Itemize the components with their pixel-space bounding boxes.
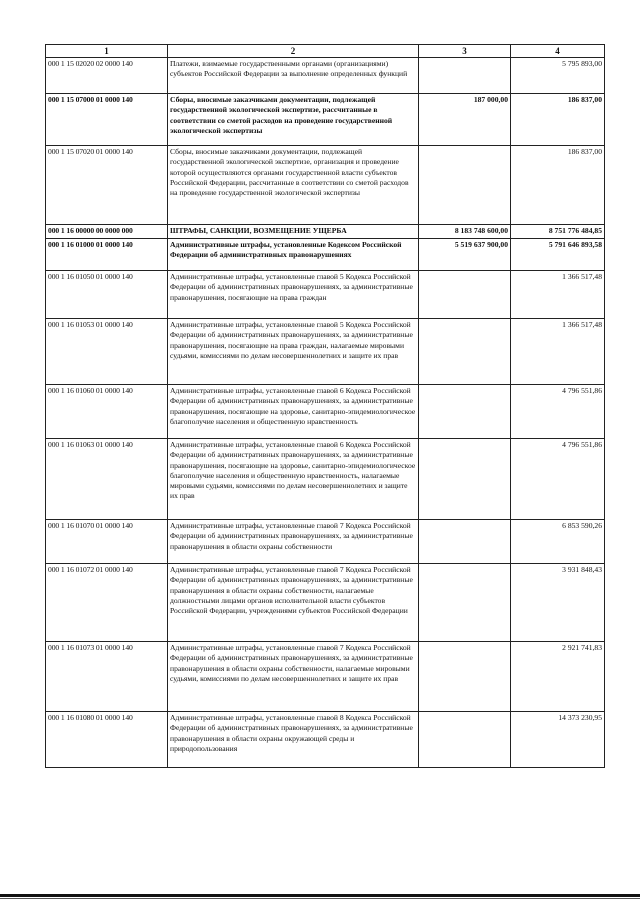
row-fact-cell: 8 751 776 484,85 bbox=[511, 225, 605, 239]
row-code-cell: 000 1 16 01070 01 0000 140 bbox=[46, 520, 168, 564]
row-name-cell: Административные штрафы, установленные главой 7 Кодекса Российской Федерации об административных правонарушениях, за административные правонарушения в области охраны собственности, налагаемые мировыми судьями, комиссиями по делам несовершеннолетних и защите их прав bbox=[168, 642, 419, 712]
header-cell-4: 4 bbox=[511, 45, 605, 58]
row-plan-cell: 8 183 748 600,00 bbox=[419, 225, 511, 239]
row-code-cell: 000 1 15 02020 02 0000 140 bbox=[46, 58, 168, 94]
header-cell-3: 3 bbox=[419, 45, 511, 58]
row-name-cell: Административные штрафы, установленные главой 6 Кодекса Российской Федерации об административных правонарушениях, за административные правонарушения, посягающие на здоровье, санитарно-эпидемиологическое благополучие населения и общественную нравственность, налагаемые мировыми судьями, комиссиями по делам несовершеннолетних и защите их прав bbox=[168, 439, 419, 520]
table-row bbox=[46, 385, 605, 439]
row-name-cell: Административные штрафы, установленные главой 7 Кодекса Российской Федерации об административных правонарушениях, за административные правонарушения в области охраны собственности, налагаемые должностными лицами органов исполнительной власти субъектов Российской Федерации, учреждениями субъектов Российской Федерации bbox=[168, 564, 419, 642]
row-code-cell: 000 1 15 07020 01 0000 140 bbox=[46, 146, 168, 225]
row-plan-cell bbox=[419, 642, 511, 712]
row-plan-cell bbox=[419, 439, 511, 520]
row-fact-cell: 4 796 551,86 bbox=[511, 385, 605, 439]
row-code-cell: 000 1 16 01050 01 0000 140 bbox=[46, 271, 168, 319]
table-row bbox=[46, 712, 605, 768]
row-plan-cell bbox=[419, 564, 511, 642]
table-body bbox=[46, 58, 605, 768]
row-code-cell: 000 1 16 00000 00 0000 000 bbox=[46, 225, 168, 239]
row-code-cell: 000 1 16 01000 01 0000 140 bbox=[46, 239, 168, 271]
row-plan-cell bbox=[419, 520, 511, 564]
row-name-cell: Административные штрафы, установленные главой 5 Кодекса Российской Федерации об административных правонарушениях, за административные правонарушения, посягающие на права граждан bbox=[168, 271, 419, 319]
row-name-cell: ШТРАФЫ, САНКЦИИ, ВОЗМЕЩЕНИЕ УЩЕРБА bbox=[168, 225, 419, 239]
row-plan-cell: 5 519 637 900,00 bbox=[419, 239, 511, 271]
row-code-cell: 000 1 16 01060 01 0000 140 bbox=[46, 385, 168, 439]
table-row bbox=[46, 239, 605, 271]
row-name-cell: Платежи, взимаемые государственными органами (организациями) субъектов Российской Федерации за выполнение определенных функций bbox=[168, 58, 419, 94]
row-name-cell: Административные штрафы, установленные Кодексом Российской Федерации об административных правонарушениях bbox=[168, 239, 419, 271]
row-code-cell: 000 1 15 07000 01 0000 140 bbox=[46, 94, 168, 146]
row-fact-cell: 6 853 590,26 bbox=[511, 520, 605, 564]
row-name-cell: Административные штрафы, установленные главой 8 Кодекса Российской Федерации об административных правонарушениях, за административные правонарушения в области охраны окружающей среды и природопользования bbox=[168, 712, 419, 768]
table-row bbox=[46, 642, 605, 712]
row-fact-cell: 5 791 646 893,58 bbox=[511, 239, 605, 271]
table-row bbox=[46, 225, 605, 239]
bottom-divider bbox=[0, 894, 640, 897]
row-plan-cell: 187 000,00 bbox=[419, 94, 511, 146]
row-code-cell: 000 1 16 01080 01 0000 140 bbox=[46, 712, 168, 768]
row-name-cell: Административные штрафы, установленные главой 5 Кодекса Российской Федерации об административных правонарушениях, за административные правонарушения, посягающие на права граждан, налагаемые мировыми судьями, комиссиями по делам несовершеннолетних и защите их прав bbox=[168, 319, 419, 385]
row-fact-cell: 5 795 893,00 bbox=[511, 58, 605, 94]
row-plan-cell bbox=[419, 146, 511, 225]
row-plan-cell bbox=[419, 271, 511, 319]
row-code-cell: 000 1 16 01063 01 0000 140 bbox=[46, 439, 168, 520]
table-row bbox=[46, 271, 605, 319]
budget-table bbox=[45, 44, 605, 768]
row-code-cell: 000 1 16 01072 01 0000 140 bbox=[46, 564, 168, 642]
row-plan-cell bbox=[419, 58, 511, 94]
table-row bbox=[46, 439, 605, 520]
row-name-cell: Сборы, вносимые заказчиками документации, подлежащей государственной экологической экспертизе, рассчитанные в соответствии со сметой расходов на проведение государственной экологической экспертизы bbox=[168, 94, 419, 146]
table-row bbox=[46, 520, 605, 564]
row-fact-cell: 14 373 230,95 bbox=[511, 712, 605, 768]
row-fact-cell: 3 931 848,43 bbox=[511, 564, 605, 642]
row-name-cell: Административные штрафы, установленные главой 7 Кодекса Российской Федерации об административных правонарушениях, за административные правонарушения в области охраны собственности bbox=[168, 520, 419, 564]
table-row bbox=[46, 146, 605, 225]
row-plan-cell bbox=[419, 319, 511, 385]
row-plan-cell bbox=[419, 712, 511, 768]
row-fact-cell: 1 366 517,48 bbox=[511, 271, 605, 319]
row-fact-cell: 4 796 551,86 bbox=[511, 439, 605, 520]
row-code-cell: 000 1 16 01073 01 0000 140 bbox=[46, 642, 168, 712]
header-cell-1: 1 bbox=[46, 45, 168, 58]
row-name-cell: Сборы, вносимые заказчиками документации, подлежащей государственной экологической экспертизе, организация и проведение которой осуществляются органами государственной власти субъектов Российской Федерации, рассчитанные в соответствии со сметой расходов на проведение государственной экологической экспертизы bbox=[168, 146, 419, 225]
row-code-cell: 000 1 16 01053 01 0000 140 bbox=[46, 319, 168, 385]
table-row bbox=[46, 564, 605, 642]
bottom-divider-thin bbox=[0, 898, 640, 899]
row-fact-cell: 186 837,00 bbox=[511, 94, 605, 146]
row-fact-cell: 186 837,00 bbox=[511, 146, 605, 225]
row-fact-cell: 1 366 517,48 bbox=[511, 319, 605, 385]
table-row bbox=[46, 58, 605, 94]
row-plan-cell bbox=[419, 385, 511, 439]
header-row bbox=[46, 45, 605, 58]
row-name-cell: Административные штрафы, установленные главой 6 Кодекса Российской Федерации об административных правонарушениях, за административные правонарушения, посягающие на здоровье, санитарно-эпидемиологическое благополучие населения и общественную нравственность bbox=[168, 385, 419, 439]
header-cell-2: 2 bbox=[168, 45, 419, 58]
table-row bbox=[46, 319, 605, 385]
table-row bbox=[46, 94, 605, 146]
row-fact-cell: 2 921 741,83 bbox=[511, 642, 605, 712]
